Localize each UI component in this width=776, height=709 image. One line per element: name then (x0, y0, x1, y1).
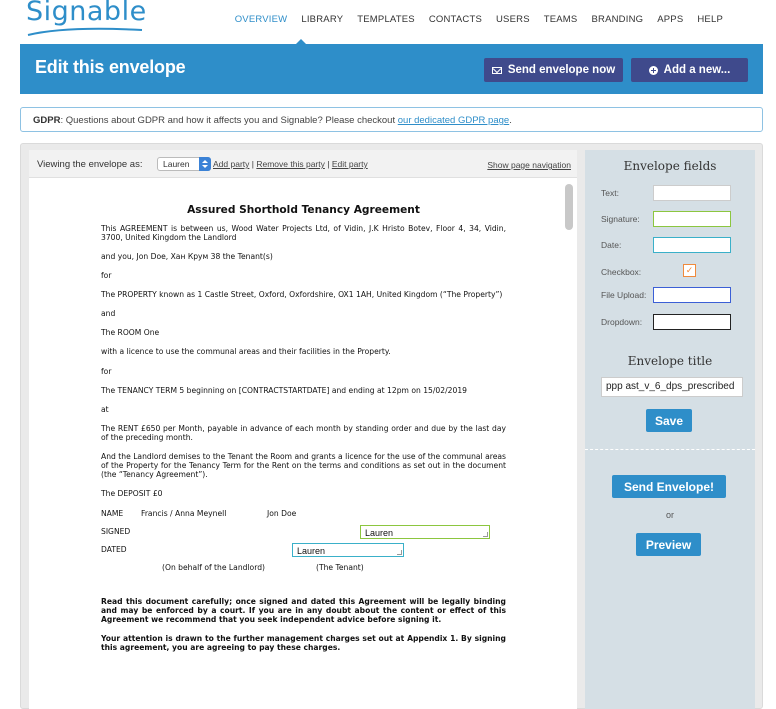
gdpr-link[interactable]: our dedicated GDPR page (397, 115, 510, 126)
nav-apps[interactable]: APPS (657, 14, 684, 25)
name-label: NAME (101, 508, 124, 518)
doc-paragraph: The DEPOSIT £0 (101, 489, 163, 499)
doc-paragraph: with a licence to use the communal areas and their facilities in the Property. (101, 347, 391, 357)
page-title: Edit this envelope (35, 57, 186, 77)
doc-paragraph: The RENT £650 per Month, payable in advance of each month by standing order and due by the last day of the preceding month. (101, 423, 506, 443)
file-upload-field-tool[interactable] (653, 287, 731, 303)
send-envelope-now-label: Send envelope now (507, 64, 616, 76)
doc-paragraph: The ROOM One (101, 328, 160, 338)
file-upload-field-label: File Upload: (601, 290, 647, 300)
text-field-tool[interactable] (653, 185, 731, 201)
dated-row (101, 545, 506, 563)
dropdown-field-label: Dropdown: (601, 317, 643, 327)
editor-frame (20, 143, 763, 709)
viewing-bar (29, 150, 577, 178)
envelope-icon (492, 67, 502, 74)
logo-swoosh-icon (26, 26, 146, 38)
doc-paragraph: and you, Jon Doe, Хан Крум 38 the Tenant(s) (101, 251, 273, 261)
behalf-landlord: (On behalf of the Landlord) (162, 562, 265, 572)
envelope-title-heading: Envelope title (627, 354, 713, 368)
dropdown-field-tool[interactable] (653, 314, 731, 330)
link-separator: | (327, 159, 330, 169)
gdpr-end: . (509, 115, 512, 126)
doc-paragraph: for (101, 271, 112, 281)
edit-party-link[interactable]: Edit party (331, 159, 368, 169)
signable-logo[interactable] (26, 0, 146, 40)
logo-text: Signable (26, 0, 147, 27)
checkmark-icon: ✓ (685, 265, 694, 275)
show-page-navigation-link[interactable]: Show page navigation (487, 160, 571, 170)
preview-button[interactable]: Preview (636, 533, 701, 556)
doc-paragraph: The PROPERTY known as 1 Castle Street, Oxford, Oxfordshire, OX1 1AH, United Kingdom (“The Property”) (101, 290, 503, 300)
sidebar-divider (585, 449, 755, 450)
doc-paragraph: and (101, 309, 116, 319)
send-envelope-button[interactable]: Send Envelope! (612, 475, 726, 498)
resize-handle-icon[interactable] (483, 532, 488, 537)
behalf-row (101, 563, 506, 581)
signed-label: SIGNED (101, 526, 131, 536)
date-field-value: Lauren (297, 545, 326, 556)
signature-field-label: Signature: (601, 214, 640, 224)
gdpr-label: GDPR (33, 115, 61, 126)
doc-paragraph: This AGREEMENT is between us, Wood Water Projects Ltd, of Vidin, J.K Hristo Botev, Floor 4, 34, Vidin, 3700, United Kingdom the Landlord (101, 223, 506, 242)
date-field[interactable] (292, 543, 404, 557)
nav-users[interactable]: USERS (496, 14, 530, 25)
landlord-names: Francis / Anna Meynell (141, 508, 227, 518)
document-page (101, 204, 506, 662)
main-nav (228, 14, 730, 25)
the-tenant-caption: (The Tenant) (316, 562, 364, 572)
party-links (213, 159, 368, 169)
doc-paragraph: The TENANCY TERM 5 beginning on [CONTRACTSTARTDATE] and ending at 12pm on 15/02/2019 (101, 385, 467, 395)
doc-paragraph: And the Landlord demises to the Tenant the Room and grants a licence for the use of the communal areas of the Property for the Tenancy Term for the Rent on the terms and conditions as set out in the document (the “Tenancy Agreement”). (101, 452, 506, 480)
resize-handle-icon[interactable] (397, 550, 402, 555)
date-field-label: Date: (601, 240, 622, 250)
gdpr-text: : Questions about GDPR and how it affects you and Signable? Please checkout (60, 115, 398, 126)
plus-circle-icon (649, 66, 658, 75)
doc-paragraph: for (101, 366, 112, 376)
nav-branding[interactable]: BRANDING (591, 14, 644, 25)
doc-paragraph: at (101, 404, 109, 414)
send-envelope-now-button[interactable] (484, 58, 623, 82)
party-select[interactable] (157, 157, 211, 171)
document-title: Assured Shorthold Tenancy Agreement (187, 204, 420, 216)
date-field-tool[interactable] (653, 237, 731, 253)
envelope-fields-title: Envelope fields (623, 159, 717, 173)
document-viewer[interactable] (29, 178, 577, 709)
select-arrows-icon (199, 157, 211, 171)
doc-warning-paragraph: Read this document carefully; once signed and dated this Agreement will be legally binding and may be enforced by a court. If you are in any doubt about the content or effect of this Agreement we recommend that you seek independent advice before signing it. (101, 596, 506, 624)
document-scrollbar[interactable] (565, 184, 573, 230)
link-separator: | (251, 159, 254, 169)
signature-field-tool[interactable] (653, 211, 731, 227)
signature-field[interactable] (360, 525, 490, 539)
or-text: or (665, 510, 674, 520)
nav-teams[interactable]: TEAMS (543, 14, 578, 25)
envelope-sidebar (585, 150, 755, 709)
gdpr-banner (20, 107, 763, 132)
add-party-link[interactable]: Add party (213, 159, 250, 169)
signature-field-value: Lauren (365, 527, 394, 538)
checkbox-field-label: Checkbox: (601, 267, 642, 277)
envelope-title-input[interactable]: ppp ast_v_6_dps_prescribed (601, 377, 743, 397)
nav-contacts[interactable]: CONTACTS (428, 14, 482, 25)
dated-label: DATED (101, 544, 127, 554)
add-new-button[interactable] (631, 58, 748, 82)
doc-warning-paragraph: Your attention is drawn to the further management charges set out at Appendix 1. By signing this agreement, you are agreeing to pay these charges. (101, 633, 506, 652)
nav-library[interactable]: LIBRARY (301, 14, 344, 25)
nav-templates[interactable]: TEMPLATES (357, 14, 415, 25)
text-field-label: Text: (601, 188, 619, 198)
party-select-value: Lauren (163, 159, 190, 169)
viewing-label: Viewing the envelope as: (37, 159, 143, 170)
add-new-label: Add a new... (663, 64, 731, 76)
page-header (20, 44, 763, 94)
nav-overview[interactable]: OVERVIEW (234, 14, 288, 25)
tenant-name: Jon Doe (267, 508, 297, 518)
save-button[interactable]: Save (646, 409, 692, 432)
checkbox-field-tool[interactable] (683, 264, 696, 277)
remove-party-link[interactable]: Remove this party (256, 159, 325, 169)
nav-help[interactable]: HELP (697, 14, 723, 25)
